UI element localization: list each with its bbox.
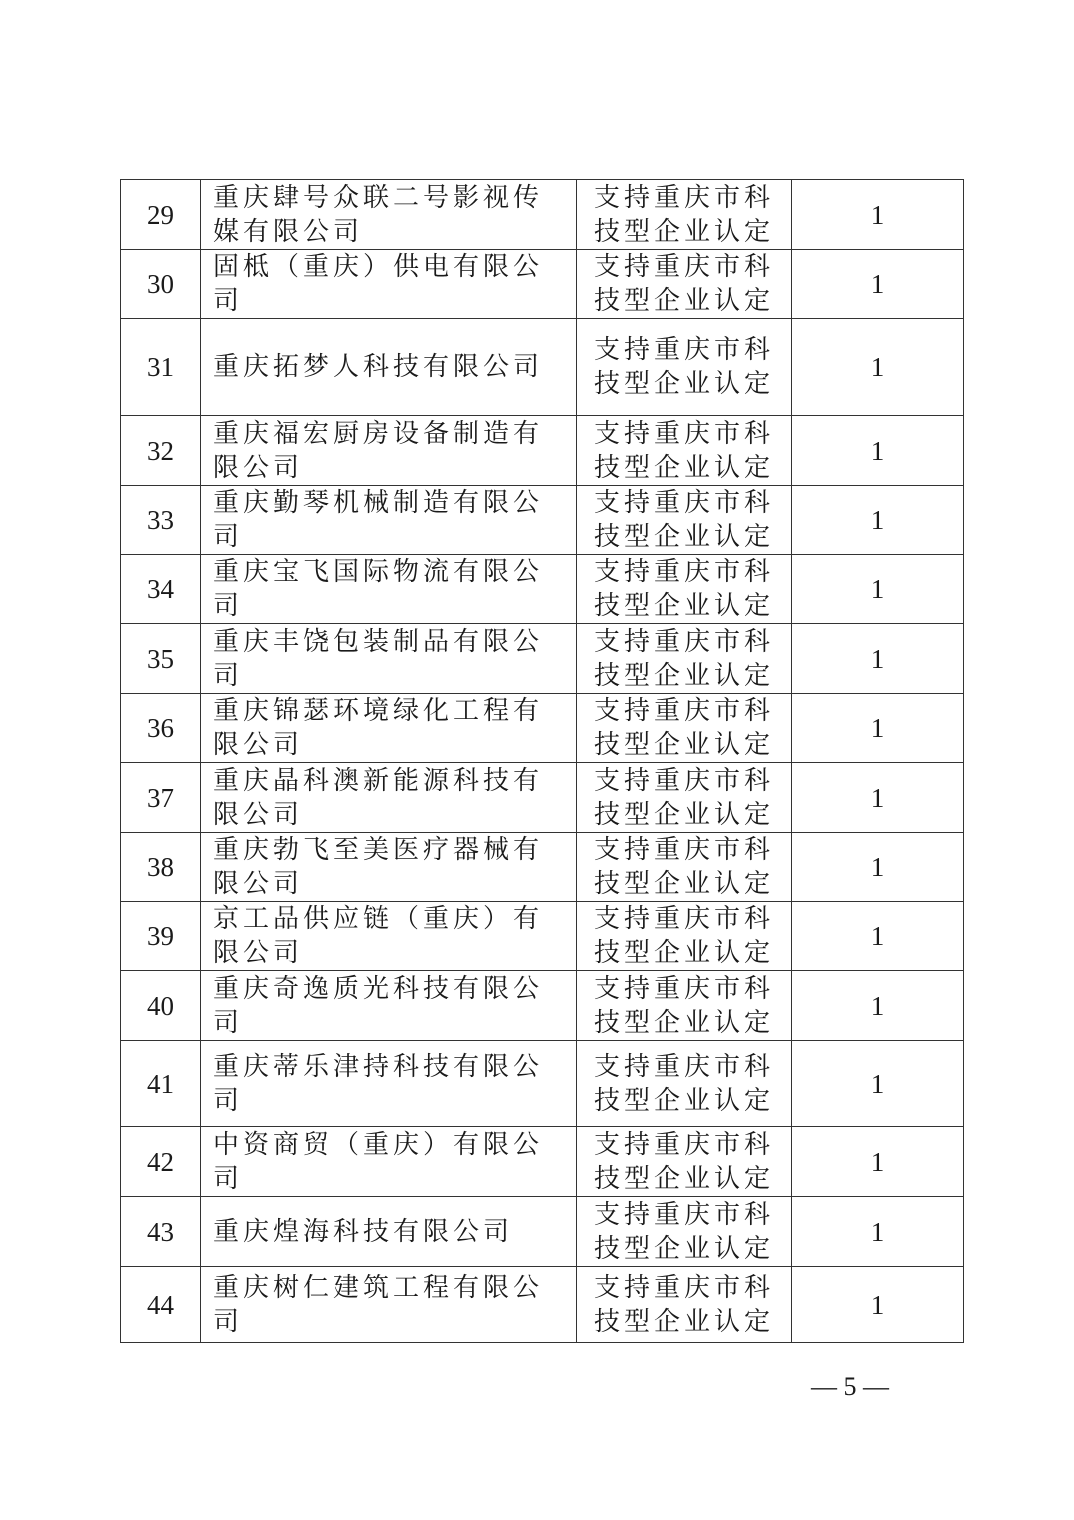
row-number: 41: [121, 1041, 201, 1127]
table-row: [121, 486, 964, 555]
company-name: 京工品供应链（重庆）有限公司: [201, 902, 577, 971]
support-line-2: 技型企业认定: [593, 938, 774, 968]
support-line-2: 技型企业认定: [593, 1007, 774, 1038]
support-line-1: 支持重庆市科: [593, 1129, 774, 1160]
count-cell: 1: [792, 180, 964, 250]
count-cell: 1: [792, 763, 964, 833]
company-name: 重庆拓梦人科技有限公司: [201, 319, 577, 416]
company-name: 重庆勤琴机械制造有限公司: [201, 486, 577, 555]
company-table: [120, 179, 964, 1343]
support-line-1: 支持重庆市科: [593, 835, 774, 865]
page-number: — 5 —: [811, 1372, 889, 1401]
support-line-1: 支持重庆市科: [593, 252, 774, 282]
company-name: 重庆树仁建筑工程有限公司: [201, 1267, 577, 1343]
support-line-1: 支持重庆市科: [593, 904, 774, 934]
row-number: 29: [121, 180, 201, 250]
table-row: [121, 1041, 964, 1127]
company-name: 重庆丰饶包装制品有限公司: [201, 624, 577, 694]
support-line-2: 技型企业认定: [593, 1306, 774, 1337]
table-row: [121, 624, 964, 694]
company-name: 重庆福宏厨房设备制造有限公司: [201, 416, 577, 486]
support-line-2: 技型企业认定: [593, 869, 774, 899]
support-line-1: 支持重庆市科: [593, 182, 774, 213]
support-line-2: 技型企业认定: [593, 369, 774, 399]
support-item: [577, 971, 792, 1041]
company-name: 重庆晶科澳新能源科技有限公司: [201, 763, 577, 833]
support-line-2: 技型企业认定: [593, 216, 774, 247]
company-name: 重庆煌海科技有限公司: [201, 1197, 577, 1267]
table-row: [121, 833, 964, 902]
support-line-2: 技型企业认定: [593, 522, 774, 552]
count-cell: 1: [792, 1041, 964, 1127]
row-number: 32: [121, 416, 201, 486]
support-line-2: 技型企业认定: [593, 1233, 774, 1264]
support-line-1: 支持重庆市科: [593, 973, 774, 1004]
support-line-1: 支持重庆市科: [593, 626, 774, 657]
row-number: 31: [121, 319, 201, 416]
row-number: 36: [121, 694, 201, 763]
support-line-1: 支持重庆市科: [593, 557, 774, 587]
row-number: 35: [121, 624, 201, 694]
count-cell: 1: [792, 416, 964, 486]
row-number: 38: [121, 833, 201, 902]
row-number: 33: [121, 486, 201, 555]
support-item: [577, 416, 792, 486]
table-row: [121, 250, 964, 319]
table-row: [121, 319, 964, 416]
support-line-1: 支持重庆市科: [593, 488, 774, 518]
support-line-2: 技型企业认定: [593, 452, 774, 483]
count-cell: 1: [792, 624, 964, 694]
support-item: [577, 555, 792, 624]
count-cell: 1: [792, 1127, 964, 1197]
count-cell: 1: [792, 1197, 964, 1267]
support-line-2: 技型企业认定: [593, 591, 774, 621]
count-cell: 1: [792, 486, 964, 555]
support-line-1: 支持重庆市科: [593, 418, 774, 449]
count-cell: 1: [792, 1267, 964, 1343]
count-cell: 1: [792, 694, 964, 763]
row-number: 44: [121, 1267, 201, 1343]
support-item: [577, 694, 792, 763]
support-line-2: 技型企业认定: [593, 1085, 774, 1116]
support-line-1: 支持重庆市科: [593, 765, 774, 796]
count-cell: 1: [792, 833, 964, 902]
support-item: [577, 902, 792, 971]
table-row: [121, 1127, 964, 1197]
support-item: [577, 180, 792, 250]
support-line-1: 支持重庆市科: [593, 1051, 774, 1082]
company-name: 重庆蒂乐津持科技有限公司: [201, 1041, 577, 1127]
table-row: [121, 1197, 964, 1267]
count-cell: 1: [792, 902, 964, 971]
support-line-1: 支持重庆市科: [593, 335, 774, 365]
table-row: [121, 902, 964, 971]
support-item: [577, 624, 792, 694]
table-row: [121, 694, 964, 763]
support-line-2: 技型企业认定: [593, 730, 774, 760]
support-line-2: 技型企业认定: [593, 799, 774, 830]
table-row: [121, 971, 964, 1041]
support-line-1: 支持重庆市科: [593, 1199, 774, 1230]
support-item: [577, 1127, 792, 1197]
support-line-1: 支持重庆市科: [593, 1272, 774, 1303]
company-name: 中资商贸（重庆）有限公司: [201, 1127, 577, 1197]
support-item: [577, 1041, 792, 1127]
table-row: [121, 180, 964, 250]
count-cell: 1: [792, 555, 964, 624]
support-item: [577, 486, 792, 555]
company-name: 重庆锦瑟环境绿化工程有限公司: [201, 694, 577, 763]
row-number: 34: [121, 555, 201, 624]
support-line-2: 技型企业认定: [593, 286, 774, 316]
table-row: [121, 763, 964, 833]
row-number: 40: [121, 971, 201, 1041]
support-item: [577, 833, 792, 902]
support-line-1: 支持重庆市科: [593, 696, 774, 726]
company-name: 重庆勃飞至美医疗器械有限公司: [201, 833, 577, 902]
row-number: 30: [121, 250, 201, 319]
table-row: [121, 555, 964, 624]
table-row: [121, 1267, 964, 1343]
support-item: [577, 763, 792, 833]
count-cell: 1: [792, 250, 964, 319]
support-item: [577, 250, 792, 319]
table-row: [121, 416, 964, 486]
row-number: 42: [121, 1127, 201, 1197]
support-item: [577, 1267, 792, 1343]
count-cell: 1: [792, 319, 964, 416]
row-number: 39: [121, 902, 201, 971]
support-line-2: 技型企业认定: [593, 1163, 774, 1194]
support-item: [577, 319, 792, 416]
company-name: 固柢（重庆）供电有限公司: [201, 250, 577, 319]
company-name: 重庆肆号众联二号影视传媒有限公司: [201, 180, 577, 250]
row-number: 43: [121, 1197, 201, 1267]
support-item: [577, 1197, 792, 1267]
support-line-2: 技型企业认定: [593, 660, 774, 691]
company-name: 重庆宝飞国际物流有限公司: [201, 555, 577, 624]
row-number: 37: [121, 763, 201, 833]
count-cell: 1: [792, 971, 964, 1041]
company-name: 重庆奇逸质光科技有限公司: [201, 971, 577, 1041]
